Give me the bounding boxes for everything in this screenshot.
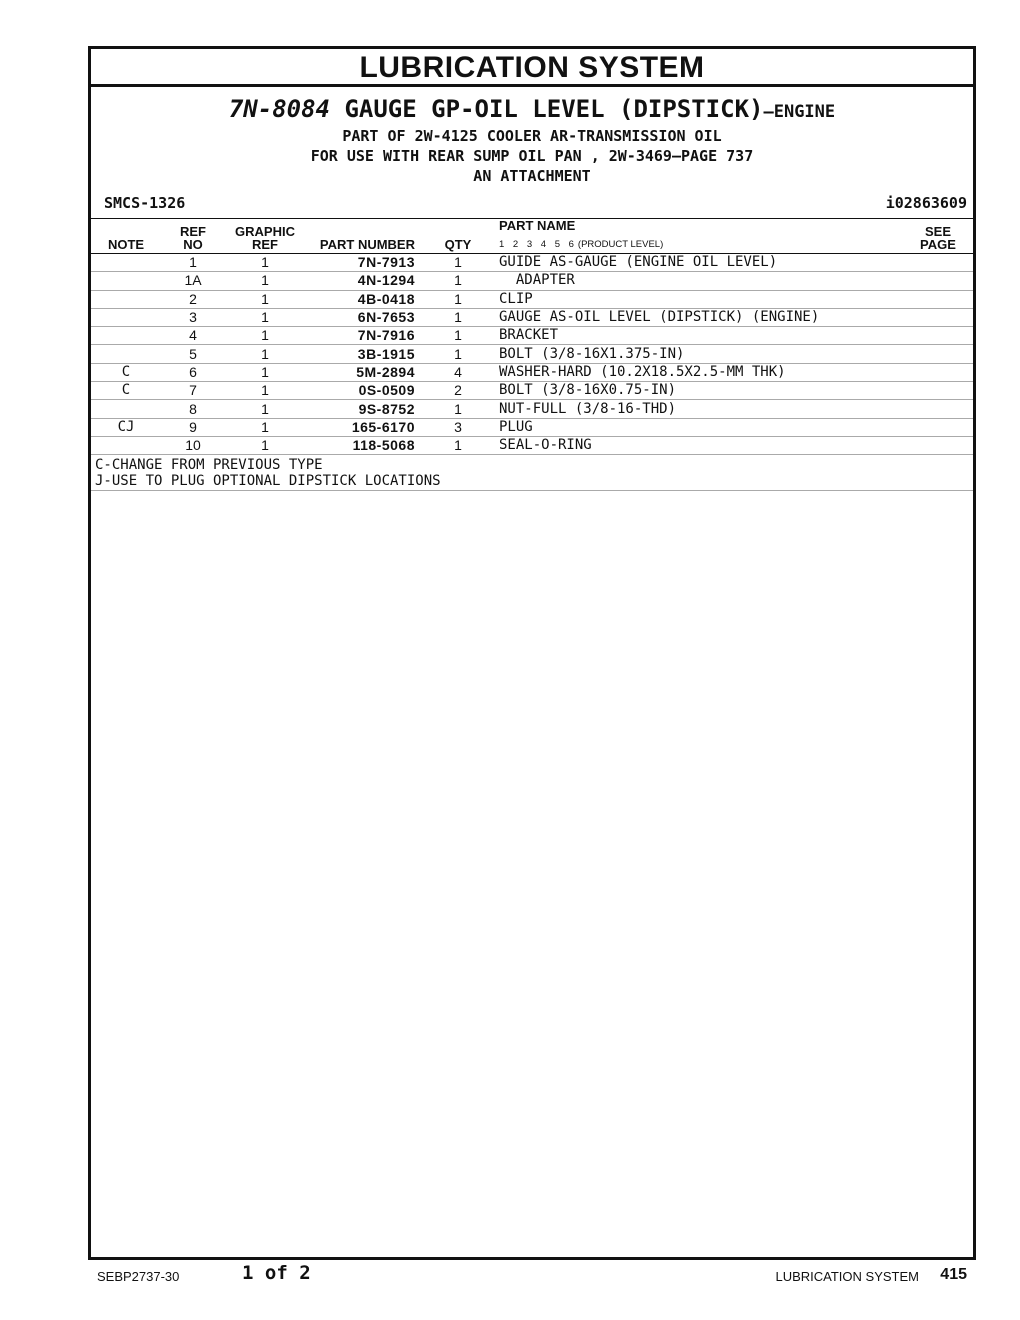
row-note: C <box>91 363 161 381</box>
col-graphic-ref: GRAPHIC REF <box>225 219 305 254</box>
table-row <box>91 345 973 363</box>
row-part-name: PLUG <box>491 418 903 436</box>
row-see-page <box>903 363 973 381</box>
table-row <box>91 363 973 381</box>
row-graphic-ref: 1 <box>225 290 305 308</box>
table-row <box>91 308 973 326</box>
row-qty: 1 <box>425 272 491 290</box>
smcs-row <box>91 192 973 212</box>
row-part-number: 7N-7916 <box>305 327 425 345</box>
row-graphic-ref: 1 <box>225 308 305 326</box>
row-qty: 1 <box>425 327 491 345</box>
row-ref-no: 4 <box>161 327 225 345</box>
group-part-suffix: —ENGINE <box>763 102 836 122</box>
row-see-page <box>903 290 973 308</box>
row-note <box>91 290 161 308</box>
row-ref-no: 10 <box>161 436 225 454</box>
row-see-page <box>903 418 973 436</box>
row-part-number: 4N-1294 <box>305 272 425 290</box>
document-id: SEBP2737-30 <box>97 1269 180 1284</box>
col-part-name: PART NAME 1 2 3 4 5 6 (PRODUCT LEVEL) <box>491 219 903 254</box>
row-graphic-ref: 1 <box>225 272 305 290</box>
table-row <box>91 400 973 418</box>
row-graphic-ref: 1 <box>225 400 305 418</box>
page-frame <box>88 46 976 1260</box>
row-part-name: GAUGE AS-OIL LEVEL (DIPSTICK) (ENGINE) <box>491 308 903 326</box>
table-row <box>91 436 973 454</box>
row-part-number: 9S-8752 <box>305 400 425 418</box>
row-see-page <box>903 327 973 345</box>
row-qty: 1 <box>425 400 491 418</box>
row-ref-no: 8 <box>161 400 225 418</box>
row-part-name: WASHER-HARD (10.2X18.5X2.5-MM THK) <box>491 363 903 381</box>
row-part-number: 165-6170 <box>305 418 425 436</box>
table-header-row <box>91 219 973 254</box>
row-see-page <box>903 345 973 363</box>
row-part-number: 6N-7653 <box>305 308 425 326</box>
row-graphic-ref: 1 <box>225 345 305 363</box>
col-part-number: PART NUMBER <box>305 219 425 254</box>
row-note <box>91 254 161 272</box>
row-ref-no: 7 <box>161 382 225 400</box>
row-graphic-ref: 1 <box>225 418 305 436</box>
page-footer <box>0 1262 1020 1292</box>
row-ref-no: 1A <box>161 272 225 290</box>
row-graphic-ref: 1 <box>225 436 305 454</box>
row-ref-no: 6 <box>161 363 225 381</box>
row-qty: 3 <box>425 418 491 436</box>
row-part-number: 7N-7913 <box>305 254 425 272</box>
smcs-code: SMCS-1326 <box>104 194 186 212</box>
row-qty: 1 <box>425 345 491 363</box>
row-see-page <box>903 272 973 290</box>
notes-block <box>91 455 973 491</box>
col-see-page: SEE PAGE <box>903 219 973 254</box>
row-see-page <box>903 308 973 326</box>
product-level-scale: 1 2 3 4 5 6 (PRODUCT LEVEL) <box>499 239 664 250</box>
parts-table <box>91 218 973 455</box>
part-title <box>91 95 973 126</box>
row-graphic-ref: 1 <box>225 363 305 381</box>
row-part-name: BOLT (3/8-16X0.75-IN) <box>491 382 903 400</box>
row-see-page <box>903 382 973 400</box>
row-note <box>91 308 161 326</box>
part-header <box>91 87 973 186</box>
row-part-name: NUT-FULL (3/8-16-THD) <box>491 400 903 418</box>
row-qty: 1 <box>425 308 491 326</box>
row-see-page <box>903 254 973 272</box>
row-qty: 1 <box>425 254 491 272</box>
row-note: C <box>91 382 161 400</box>
row-part-name: BOLT (3/8-16X1.375-IN) <box>491 345 903 363</box>
row-note <box>91 400 161 418</box>
row-part-name: ADAPTER <box>491 272 903 290</box>
table-row <box>91 272 973 290</box>
row-part-number: 5M-2894 <box>305 363 425 381</box>
row-part-name: BRACKET <box>491 327 903 345</box>
row-part-number: 4B-0418 <box>305 290 425 308</box>
note-line: C-CHANGE FROM PREVIOUS TYPE <box>95 457 323 474</box>
row-part-name: CLIP <box>491 290 903 308</box>
group-part-number: 7N-8084 <box>228 95 330 123</box>
row-note: CJ <box>91 418 161 436</box>
row-note <box>91 272 161 290</box>
row-part-number: 3B-1915 <box>305 345 425 363</box>
section-title: LUBRICATION SYSTEM <box>91 49 973 87</box>
row-note <box>91 327 161 345</box>
page-number: 415 <box>940 1266 967 1283</box>
row-note <box>91 436 161 454</box>
row-part-name: GUIDE AS-GAUGE (ENGINE OIL LEVEL) <box>491 254 903 272</box>
table-row <box>91 254 973 272</box>
note-line: J-USE TO PLUG OPTIONAL DIPSTICK LOCATIONS <box>95 473 441 490</box>
illustration-id: i02863609 <box>885 194 967 212</box>
subtitle-line-2: FOR USE WITH REAR SUMP OIL PAN , 2W-3469—PAGE 737 <box>310 147 754 165</box>
row-part-number: 0S-0509 <box>305 382 425 400</box>
col-qty: QTY <box>425 219 491 254</box>
row-ref-no: 9 <box>161 418 225 436</box>
row-qty: 2 <box>425 382 491 400</box>
row-ref-no: 2 <box>161 290 225 308</box>
row-ref-no: 5 <box>161 345 225 363</box>
row-graphic-ref: 1 <box>225 327 305 345</box>
row-see-page <box>903 436 973 454</box>
row-graphic-ref: 1 <box>225 254 305 272</box>
page-of: 1 of 2 <box>242 1262 311 1284</box>
table-row <box>91 290 973 308</box>
row-ref-no: 1 <box>161 254 225 272</box>
table-row <box>91 327 973 345</box>
subtitle-line-3: AN ATTACHMENT <box>473 167 591 185</box>
row-part-name: SEAL-O-RING <box>491 436 903 454</box>
table-row <box>91 382 973 400</box>
col-note: NOTE <box>91 219 161 254</box>
row-ref-no: 3 <box>161 308 225 326</box>
row-see-page <box>903 400 973 418</box>
row-note <box>91 345 161 363</box>
col-ref-no: REF NO <box>161 219 225 254</box>
row-graphic-ref: 1 <box>225 382 305 400</box>
row-qty: 1 <box>425 436 491 454</box>
group-part-name: GAUGE GP-OIL LEVEL (DIPSTICK) <box>344 95 764 123</box>
row-qty: 1 <box>425 290 491 308</box>
subtitle-line-1: PART OF 2W-4125 COOLER AR-TRANSMISSION OIL <box>342 127 722 145</box>
row-qty: 4 <box>425 363 491 381</box>
table-row <box>91 418 973 436</box>
footer-section: LUBRICATION SYSTEM <box>775 1269 919 1284</box>
row-part-number: 118-5068 <box>305 436 425 454</box>
